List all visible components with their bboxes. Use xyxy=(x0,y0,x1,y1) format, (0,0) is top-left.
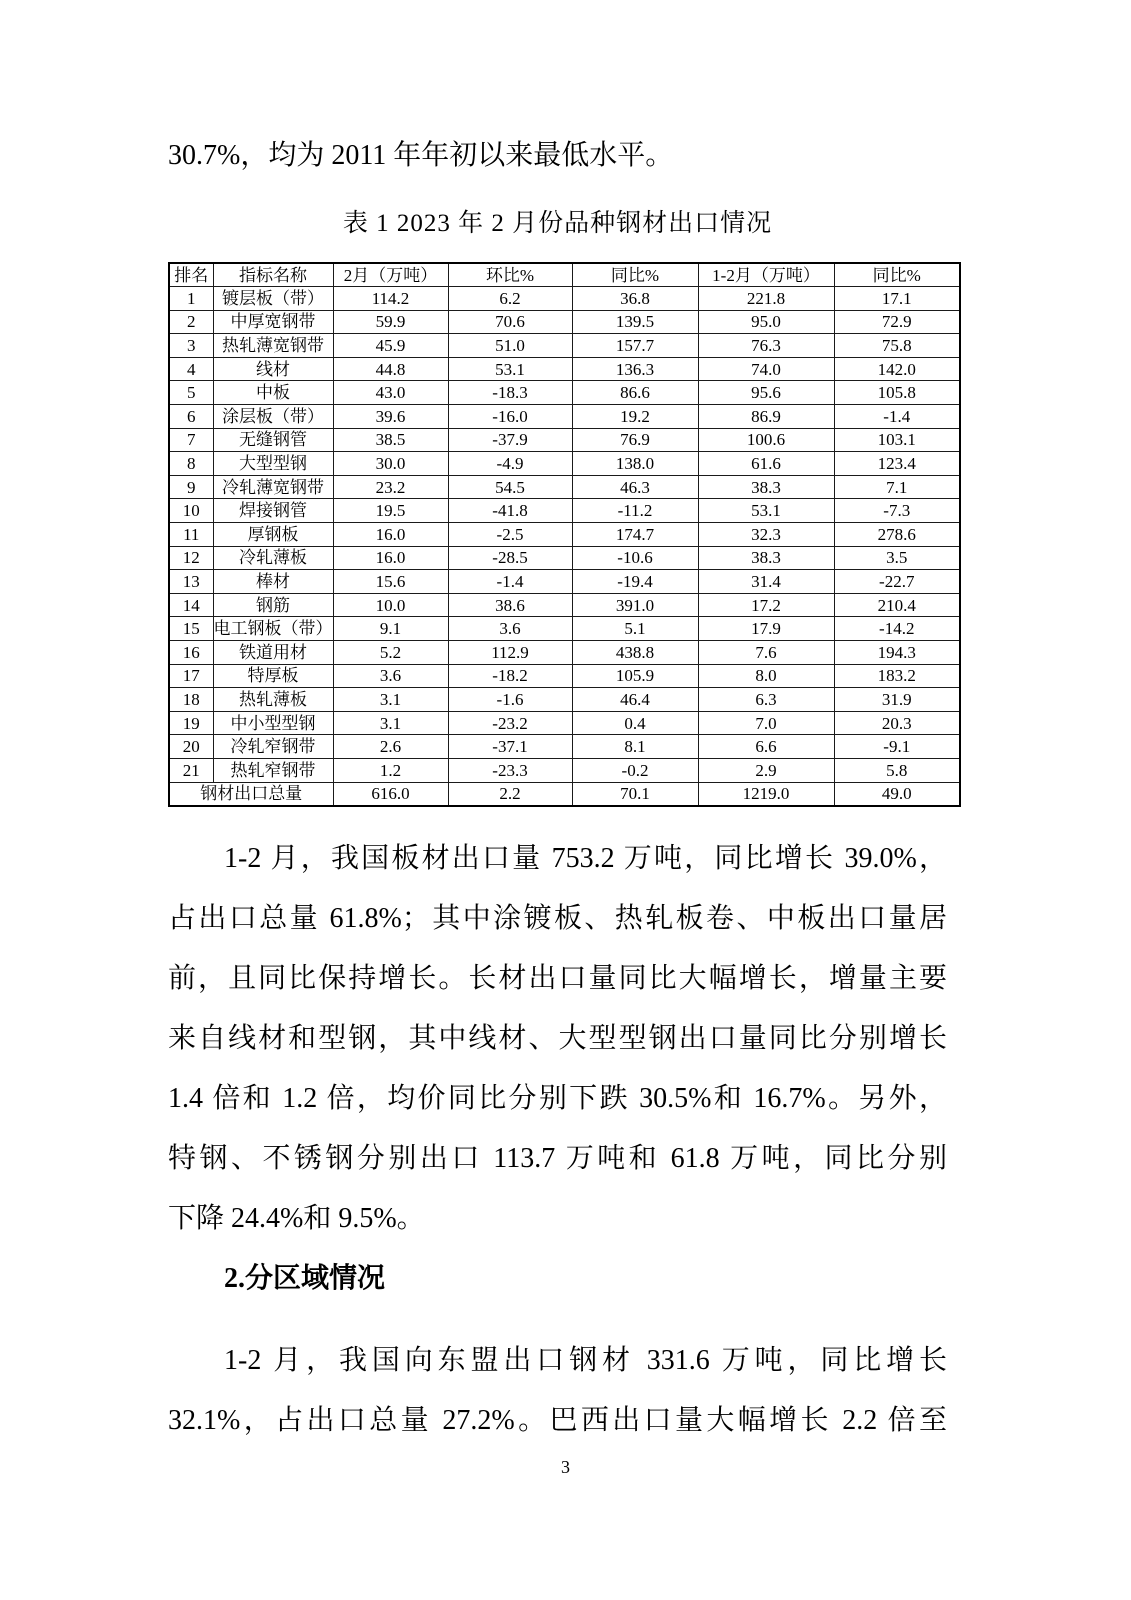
table-cell: 53.1 xyxy=(698,499,834,523)
table-row xyxy=(169,428,960,452)
table-cell: 123.4 xyxy=(834,452,960,476)
table-cell: 4 xyxy=(169,357,213,381)
table-row xyxy=(169,570,960,594)
table-cell: 86.9 xyxy=(698,405,834,429)
page-number: 3 xyxy=(561,1457,570,1477)
table-cell: 38.5 xyxy=(333,428,448,452)
table-cell: 44.8 xyxy=(333,357,448,381)
table-cell: 9.1 xyxy=(333,617,448,641)
table-cell: -1.6 xyxy=(448,688,572,712)
table-row xyxy=(169,711,960,735)
table-cell: 钢筋 xyxy=(213,593,333,617)
table-cell: -19.4 xyxy=(572,570,698,594)
intro-text: 30.7%，均为 2011 年年初以来最低水平。 xyxy=(168,140,674,171)
table-cell: 46.3 xyxy=(572,475,698,499)
table-cell: 焊接钢管 xyxy=(213,499,333,523)
table-cell: 76.9 xyxy=(572,428,698,452)
table-cell: 21 xyxy=(169,758,213,782)
table-cell: 6.2 xyxy=(448,287,572,311)
table-cell: 17.9 xyxy=(698,617,834,641)
table-cell: 54.5 xyxy=(448,475,572,499)
table-cell: 3.6 xyxy=(448,617,572,641)
paragraph-line: 下降 24.4%和 9.5%。 xyxy=(168,1202,425,1234)
table-row xyxy=(169,475,960,499)
table-row xyxy=(169,334,960,358)
paragraph-regional-exports xyxy=(168,1331,947,1451)
table-cell: 20 xyxy=(169,735,213,759)
table-cell: -37.1 xyxy=(448,735,572,759)
table-cell: 8.1 xyxy=(572,735,698,759)
table-cell: 6 xyxy=(169,405,213,429)
table-cell: 热轧窄钢带 xyxy=(213,758,333,782)
table-cell: -16.0 xyxy=(448,405,572,429)
table-cell: 616.0 xyxy=(333,782,448,806)
table-cell: 70.1 xyxy=(572,782,698,806)
paragraph-line: 1-2 月，我国向东盟出口钢材 331.6 万吨，同比增长 xyxy=(224,1344,947,1376)
table-cell: 7.1 xyxy=(834,475,960,499)
table-cell: 61.6 xyxy=(698,452,834,476)
table-cell: 95.6 xyxy=(698,381,834,405)
table-cell: 23.2 xyxy=(333,475,448,499)
table-cell: 大型型钢 xyxy=(213,452,333,476)
table-cell: 1 xyxy=(169,287,213,311)
table-cell: 0.4 xyxy=(572,711,698,735)
table-cell: 6.6 xyxy=(698,735,834,759)
table-cell: -22.7 xyxy=(834,570,960,594)
table-cell: 142.0 xyxy=(834,357,960,381)
table-cell: 103.1 xyxy=(834,428,960,452)
page-content xyxy=(168,138,947,1451)
table-row xyxy=(169,758,960,782)
table-cell: 12 xyxy=(169,546,213,570)
table-row xyxy=(169,499,960,523)
table-cell: 16.0 xyxy=(333,546,448,570)
table-cell: 86.6 xyxy=(572,381,698,405)
table-row xyxy=(169,546,960,570)
table-cell: 7.0 xyxy=(698,711,834,735)
table-cell: 221.8 xyxy=(698,287,834,311)
table-cell: 194.3 xyxy=(834,641,960,665)
table-cell: 112.9 xyxy=(448,641,572,665)
table-cell: 32.3 xyxy=(698,523,834,547)
table-cell: 19.2 xyxy=(572,405,698,429)
table-cell: 冷轧薄宽钢带 xyxy=(213,475,333,499)
table-cell: 15 xyxy=(169,617,213,641)
table-row xyxy=(169,381,960,405)
table-cell: 3 xyxy=(169,334,213,358)
table-cell: 114.2 xyxy=(333,287,448,311)
table-cell: -10.6 xyxy=(572,546,698,570)
table-cell: 无缝钢管 xyxy=(213,428,333,452)
table-cell: -7.3 xyxy=(834,499,960,523)
export-table xyxy=(168,262,961,807)
table-row xyxy=(169,287,960,311)
table-cell: -18.2 xyxy=(448,664,572,688)
table-cell: 5.1 xyxy=(572,617,698,641)
table-cell: 棒材 xyxy=(213,570,333,594)
table-cell: 中小型型钢 xyxy=(213,711,333,735)
table-cell: 278.6 xyxy=(834,523,960,547)
table-cell: 39.6 xyxy=(333,405,448,429)
table-row xyxy=(169,310,960,334)
table-cell: -23.3 xyxy=(448,758,572,782)
table-cell: 38.3 xyxy=(698,546,834,570)
table-cell: 183.2 xyxy=(834,664,960,688)
table-cell: 线材 xyxy=(213,357,333,381)
table-cell: 53.1 xyxy=(448,357,572,381)
table-cell: 31.4 xyxy=(698,570,834,594)
table-cell: 冷轧薄板 xyxy=(213,546,333,570)
table-cell: 59.9 xyxy=(333,310,448,334)
table-cell: -1.4 xyxy=(834,405,960,429)
table-row xyxy=(169,593,960,617)
table-cell: 2.2 xyxy=(448,782,572,806)
table-cell: 100.6 xyxy=(698,428,834,452)
table-cell: -9.1 xyxy=(834,735,960,759)
table-cell: 11 xyxy=(169,523,213,547)
table-cell: 8.0 xyxy=(698,664,834,688)
table-cell: -18.3 xyxy=(448,381,572,405)
table-cell: 3.1 xyxy=(333,711,448,735)
table-cell: 10 xyxy=(169,499,213,523)
table-cell: 45.9 xyxy=(333,334,448,358)
table-cell: -14.2 xyxy=(834,617,960,641)
table-cell: 电工钢板（带） xyxy=(213,617,333,641)
paragraph-line: 32.1%，占出口总量 27.2%。巴西出口量大幅增长 2.2 倍至 xyxy=(168,1404,947,1436)
table-cell: 13 xyxy=(169,570,213,594)
table-cell: 438.8 xyxy=(572,641,698,665)
table-cell: -11.2 xyxy=(572,499,698,523)
table-cell: -28.5 xyxy=(448,546,572,570)
table-cell: 3.6 xyxy=(333,664,448,688)
table-cell: -4.9 xyxy=(448,452,572,476)
table-cell: 3.5 xyxy=(834,546,960,570)
table-cell: 70.6 xyxy=(448,310,572,334)
table-cell: 43.0 xyxy=(333,381,448,405)
table-cell: -37.9 xyxy=(448,428,572,452)
table-title: 表 1 2023 年 2 月份品种钢材出口情况 xyxy=(342,210,773,237)
table-cell: 46.4 xyxy=(572,688,698,712)
table-cell: 8 xyxy=(169,452,213,476)
table-cell: 中板 xyxy=(213,381,333,405)
column-header: 同比% xyxy=(572,263,698,287)
table-cell: 涂层板（带） xyxy=(213,405,333,429)
table-cell: 热轧薄板 xyxy=(213,688,333,712)
table-row xyxy=(169,523,960,547)
table-cell: 20.3 xyxy=(834,711,960,735)
table-cell: 31.9 xyxy=(834,688,960,712)
table-cell: 1219.0 xyxy=(698,782,834,806)
table-cell: 105.9 xyxy=(572,664,698,688)
paragraph-line: 前，且同比保持增长。长材出口量同比大幅增长，增量主要 xyxy=(168,962,947,994)
table-row xyxy=(169,664,960,688)
paragraph-line: 占出口总量 61.8%；其中涂镀板、热轧板卷、中板出口量居 xyxy=(168,902,947,934)
table-header-row xyxy=(169,263,960,287)
table-cell: 铁道用材 xyxy=(213,641,333,665)
table-cell: 139.5 xyxy=(572,310,698,334)
table-cell: 6.3 xyxy=(698,688,834,712)
table-cell: 15.6 xyxy=(333,570,448,594)
table-cell: 19.5 xyxy=(333,499,448,523)
table-cell: 19 xyxy=(169,711,213,735)
table-row xyxy=(169,641,960,665)
table-cell: 14 xyxy=(169,593,213,617)
table-body xyxy=(169,287,960,806)
table-cell: -2.5 xyxy=(448,523,572,547)
table-cell: 72.9 xyxy=(834,310,960,334)
table-cell: -1.4 xyxy=(448,570,572,594)
table-cell: 5 xyxy=(169,381,213,405)
table-cell: 95.0 xyxy=(698,310,834,334)
table-cell: 9 xyxy=(169,475,213,499)
paragraph-line: 特钢、不锈钢分别出口 113.7 万吨和 61.8 万吨，同比分别 xyxy=(168,1142,947,1174)
table-row xyxy=(169,405,960,429)
table-row xyxy=(169,688,960,712)
paragraph-line: 来自线材和型钢，其中线材、大型型钢出口量同比分别增长 xyxy=(168,1022,947,1054)
section-heading: 2.分区域情况 xyxy=(224,1262,386,1294)
table-cell: 138.0 xyxy=(572,452,698,476)
column-header: 2月（万吨） xyxy=(333,263,448,287)
column-header: 指标名称 xyxy=(213,263,333,287)
table-cell: 17.1 xyxy=(834,287,960,311)
table-cell: 7.6 xyxy=(698,641,834,665)
table-cell: 3.1 xyxy=(333,688,448,712)
table-cell: 2 xyxy=(169,310,213,334)
table-cell: 冷轧窄钢带 xyxy=(213,735,333,759)
table-cell: 105.8 xyxy=(834,381,960,405)
table-cell: 16.0 xyxy=(333,523,448,547)
column-header: 1-2月（万吨） xyxy=(698,263,834,287)
table-cell: 76.3 xyxy=(698,334,834,358)
table-cell: 中厚宽钢带 xyxy=(213,310,333,334)
table-cell: -0.2 xyxy=(572,758,698,782)
table-cell: 16 xyxy=(169,641,213,665)
table-cell: 18 xyxy=(169,688,213,712)
table-cell: 特厚板 xyxy=(213,664,333,688)
table-cell: 1.2 xyxy=(333,758,448,782)
paragraph-line: 1-2 月，我国板材出口量 753.2 万吨，同比增长 39.0%， xyxy=(224,842,947,874)
table-cell: 74.0 xyxy=(698,357,834,381)
table-cell: 36.8 xyxy=(572,287,698,311)
table-cell: 174.7 xyxy=(572,523,698,547)
table-cell: 2.6 xyxy=(333,735,448,759)
table-cell: 镀层板（带） xyxy=(213,287,333,311)
table-cell: 热轧薄宽钢带 xyxy=(213,334,333,358)
table-cell: 38.6 xyxy=(448,593,572,617)
table-cell: 5.8 xyxy=(834,758,960,782)
paragraph-line: 1.4 倍和 1.2 倍，均价同比分别下跌 30.5%和 16.7%。另外， xyxy=(168,1082,947,1114)
column-header: 同比% xyxy=(834,263,960,287)
table-total-row xyxy=(169,782,960,806)
table-cell: 钢材出口总量 xyxy=(169,782,333,806)
table-cell: 136.3 xyxy=(572,357,698,381)
paragraph-plate-exports xyxy=(168,829,947,1249)
table-cell: 10.0 xyxy=(333,593,448,617)
table-cell: 49.0 xyxy=(834,782,960,806)
table-cell: 38.3 xyxy=(698,475,834,499)
table-cell: 厚钢板 xyxy=(213,523,333,547)
table-cell: 7 xyxy=(169,428,213,452)
table-row xyxy=(169,357,960,381)
table-cell: -23.2 xyxy=(448,711,572,735)
table-cell: 17.2 xyxy=(698,593,834,617)
table-cell: 17 xyxy=(169,664,213,688)
table-cell: 75.8 xyxy=(834,334,960,358)
table-cell: 210.4 xyxy=(834,593,960,617)
column-header: 排名 xyxy=(169,263,213,287)
table-cell: 5.2 xyxy=(333,641,448,665)
table-cell: 391.0 xyxy=(572,593,698,617)
table-cell: 51.0 xyxy=(448,334,572,358)
table-cell: 2.9 xyxy=(698,758,834,782)
table-cell: 157.7 xyxy=(572,334,698,358)
table-row xyxy=(169,735,960,759)
column-header: 环比% xyxy=(448,263,572,287)
table-row xyxy=(169,452,960,476)
table-cell: 30.0 xyxy=(333,452,448,476)
table-cell: -41.8 xyxy=(448,499,572,523)
table-row xyxy=(169,617,960,641)
